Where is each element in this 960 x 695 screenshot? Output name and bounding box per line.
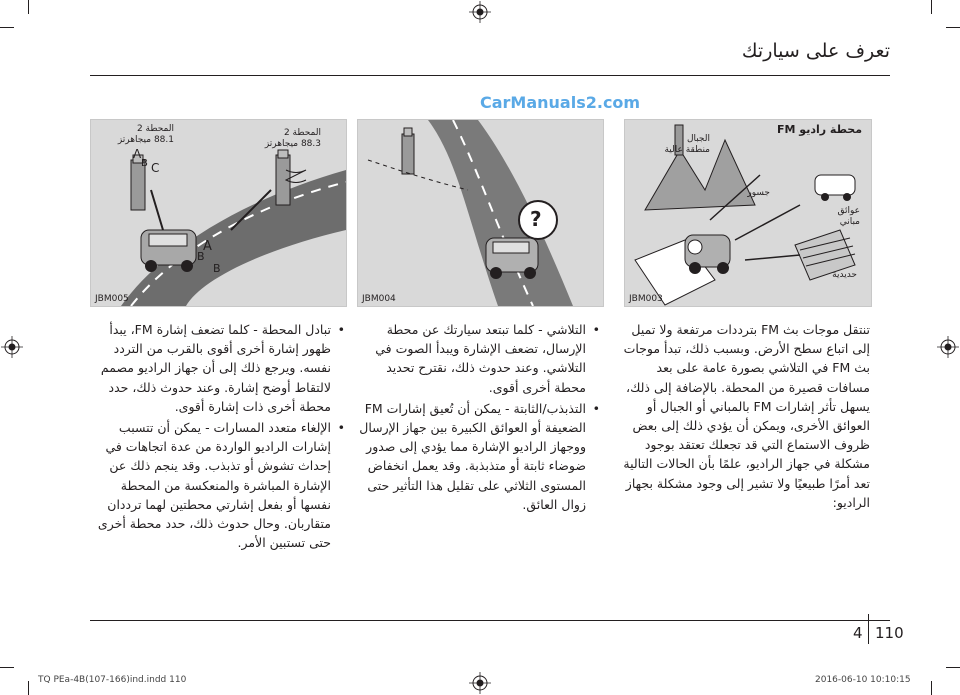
crop-mark [946, 667, 960, 668]
figure-code: JBM005 [95, 294, 129, 304]
crop-mark [946, 27, 960, 28]
crop-mark [0, 27, 14, 28]
figure-fading [357, 119, 604, 307]
text-column-right [620, 320, 870, 512]
page-title: تعرف على سيارتك [741, 40, 890, 62]
svg-text:B: B [197, 250, 205, 263]
bullet-paragraph: • التلاشي - كلما تبتعد سيارتك عن محطة الإرسال، تضعف الإشارة ويبدأ الصوت في التلاشي. وعند حدوث ذلك، نقترح تحديد محطة أخرى أقوى. [352, 320, 600, 397]
watermark-text: CarManuals2.com [480, 93, 641, 112]
text-column-left [90, 320, 345, 552]
header-rule [90, 75, 890, 76]
text-column-middle [352, 320, 600, 514]
bullet-paragraph: • تبادل المحطة - كلما تضعف إشارة FM، يبدأ ظهور إشارة أخرى أقوى بالقرب من التردد نفسه. ويرجع ذلك إلى أن جهاز الراديو مصمم لالتقاط أوضح إشارة. وعند حدوث ذلك، حدد محطة أخرى ذات إشارة أقوى. [90, 320, 345, 416]
fading-illustration [358, 120, 603, 306]
print-slug-date: 2016-06-10 10:10:15 [815, 675, 911, 685]
svg-text:B: B [141, 158, 148, 169]
figure-fm-station [624, 119, 872, 307]
figure-code: JBM004 [362, 294, 396, 304]
registration-mark-icon [469, 672, 491, 694]
mountains-label: الجبال منطقة عالية [664, 134, 710, 155]
station-right-label: المحطة 2 88.3 ميجاهرتز [264, 128, 321, 149]
station-left-label: المحطة 2 88.1 ميجاهرتز [117, 124, 174, 145]
svg-text:C: C [151, 161, 160, 175]
svg-text:A: A [203, 239, 212, 254]
bridge-label: جسور [747, 188, 770, 198]
crop-mark [931, 681, 932, 695]
crop-mark [0, 667, 14, 668]
bullet-paragraph: • التذبذب/الثابتة - يمكن أن تُعيق إشارات FM الضعيفة أو العوائق الكبيرة بين جهاز الإرسال ووجهاز الراديو الإشارة مما يؤدي إلى صدور ضوضاء ثابتة أو متذبذبة. وقد يعمل انخفاض المستوى الثلاثي على تقليل هذا التأثير حتى زوال العائق. [352, 399, 600, 514]
registration-mark-icon [1, 336, 23, 358]
registration-mark-icon [937, 336, 959, 358]
figure-code: JBM003 [629, 294, 663, 304]
crop-mark [931, 0, 932, 14]
crop-mark [28, 0, 29, 14]
figure-title: محطة راديو FM [777, 123, 863, 136]
figure-multipath [90, 119, 347, 307]
print-slug-file: TQ PEa-4B(107-166)ind.indd 110 [38, 675, 187, 685]
section-number: 4 [853, 624, 863, 642]
page-number: 110 [875, 624, 904, 642]
question-mark: ? [530, 207, 542, 231]
footer-rule [90, 620, 890, 621]
crop-mark [28, 681, 29, 695]
bullet-paragraph: • الإلغاء متعدد المسارات - يمكن أن تتسبب إشارات الراديو الواردة من عدة اتجاهات في إحداث تشوش أو تذبذب. وقد ينجم ذلك عن الإشارة المباشرة والمنعكسة من المحطة نفسها أو بفعل إشارتي محطتين لهما ترددان متقاربان. وحال حدوث ذلك، حدد محطة أخرى حتى تستبين الأمر. [90, 418, 345, 552]
obstacles-label: عوائق مباني [837, 206, 860, 227]
svg-text:A: A [133, 147, 142, 161]
svg-text:B: B [213, 262, 221, 275]
page-number-separator [868, 614, 869, 644]
paragraph: تنتقل موجات بث FM بترددات مرتفعة ولا تميل إلى اتباع سطح الأرض. وبسبب ذلك، تبدأ موجات بث FM في التلاشي بصورة عامة على بعد مسافات قصيرة من المحطة. بالإضافة إلى ذلك، يسهل تأثر إشارات FM بالمباني أو الجبال أو العوائق الأخرى، ويمكن أن يؤدي ذلك إلى بعض ظروف الاستماع التي قد تجعلك تعتقد بوجود مشكلة في جهاز الراديو، علمًا بأن الحالات التالية تعد أمرًا طبيعيًا ولا تشير إلى وجود مشكلة بجهاز الراديو: [623, 322, 870, 510]
registration-mark-icon [469, 1, 491, 23]
iron-label: حديدية [832, 270, 857, 280]
